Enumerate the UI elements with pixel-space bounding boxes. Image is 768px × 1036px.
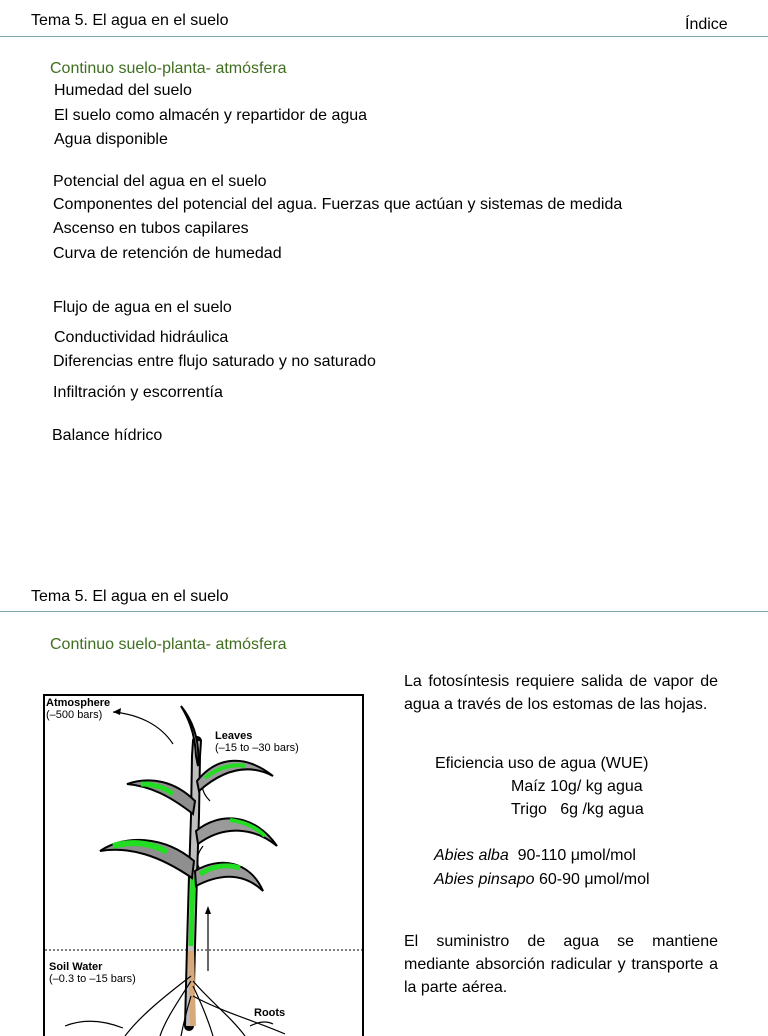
wue-maiz: Maíz 10g/ kg agua xyxy=(511,778,643,795)
photosynthesis-paragraph: La fotosíntesis requiere salida de vapor de agua a través de los estomas de las hojas. xyxy=(404,673,718,713)
header-title: Tema 5. El agua en el suelo xyxy=(31,588,229,605)
soil-water-range: (–0.3 to –15 bars) xyxy=(49,973,136,985)
abies-pinsapo-value: 60-90 μmol/mol xyxy=(538,871,650,888)
abies-alba-value: 90-110 μmol/mol xyxy=(517,847,636,864)
leaves-label: Leaves xyxy=(215,730,253,742)
topic-item[interactable]: Agua disponible xyxy=(54,131,168,148)
abies-alba-line xyxy=(434,847,636,865)
atmosphere-label: Atmosphere xyxy=(46,697,111,709)
roots-label: Roots xyxy=(254,1007,286,1019)
abies-pinsapo-line xyxy=(434,871,650,889)
topic-item[interactable]: Componentes del potencial del agua. Fuerzas que actúan y sistemas de medida xyxy=(53,196,623,213)
topic-item[interactable]: Humedad del suelo xyxy=(54,82,192,99)
atmosphere-arrow xyxy=(113,712,173,744)
header-title: Tema 5. El agua en el suelo xyxy=(31,12,229,29)
leaves-range: (–15 to –30 bars) xyxy=(215,742,299,754)
topic-item[interactable]: Curva de retención de humedad xyxy=(53,245,282,262)
roots xyxy=(125,976,285,1036)
topic-item[interactable]: Flujo de agua en el suelo xyxy=(53,299,232,316)
soil-arrow xyxy=(65,1021,123,1028)
slide-continuum xyxy=(0,580,768,1024)
wue-trigo: Trigo 6g /kg agua xyxy=(511,801,644,818)
topic-item[interactable]: Ascenso en tubos capilares xyxy=(53,220,249,237)
topic-item[interactable]: El suelo como almacén y repartidor de agua xyxy=(54,107,368,124)
leaf xyxy=(181,706,198,766)
topic-item[interactable]: Conductividad hidráulica xyxy=(54,329,229,346)
header-divider xyxy=(0,36,768,37)
abies-pinsapo-name: Abies pinsapo xyxy=(434,871,535,888)
index-link[interactable]: Índice xyxy=(685,16,728,33)
topic-item[interactable]: Diferencias entre flujo saturado y no saturado xyxy=(53,353,376,370)
atmosphere-range: (–500 bars) xyxy=(46,709,103,721)
header-divider xyxy=(0,611,768,612)
section-subtitle: Continuo suelo-planta- atmósfera xyxy=(50,60,287,77)
plant-illustration xyxy=(45,696,362,1036)
topic-item[interactable]: Balance hídrico xyxy=(52,427,163,444)
topic-item[interactable]: Potencial del agua en el suelo xyxy=(53,173,267,190)
topic-item[interactable]: Infiltración y escorrentía xyxy=(53,384,223,401)
plant-water-potential-figure xyxy=(43,694,364,1036)
soil-water-label: Soil Water xyxy=(49,961,103,973)
wue-title: Eficiencia uso de agua (WUE) xyxy=(435,755,649,772)
abies-alba-name: Abies alba xyxy=(434,847,509,864)
water-supply-paragraph: El suministro de agua se mantiene mediante absorción radicular y transporte a la parte aérea. xyxy=(404,933,718,996)
section-subtitle: Continuo suelo-planta- atmósfera xyxy=(50,636,287,653)
